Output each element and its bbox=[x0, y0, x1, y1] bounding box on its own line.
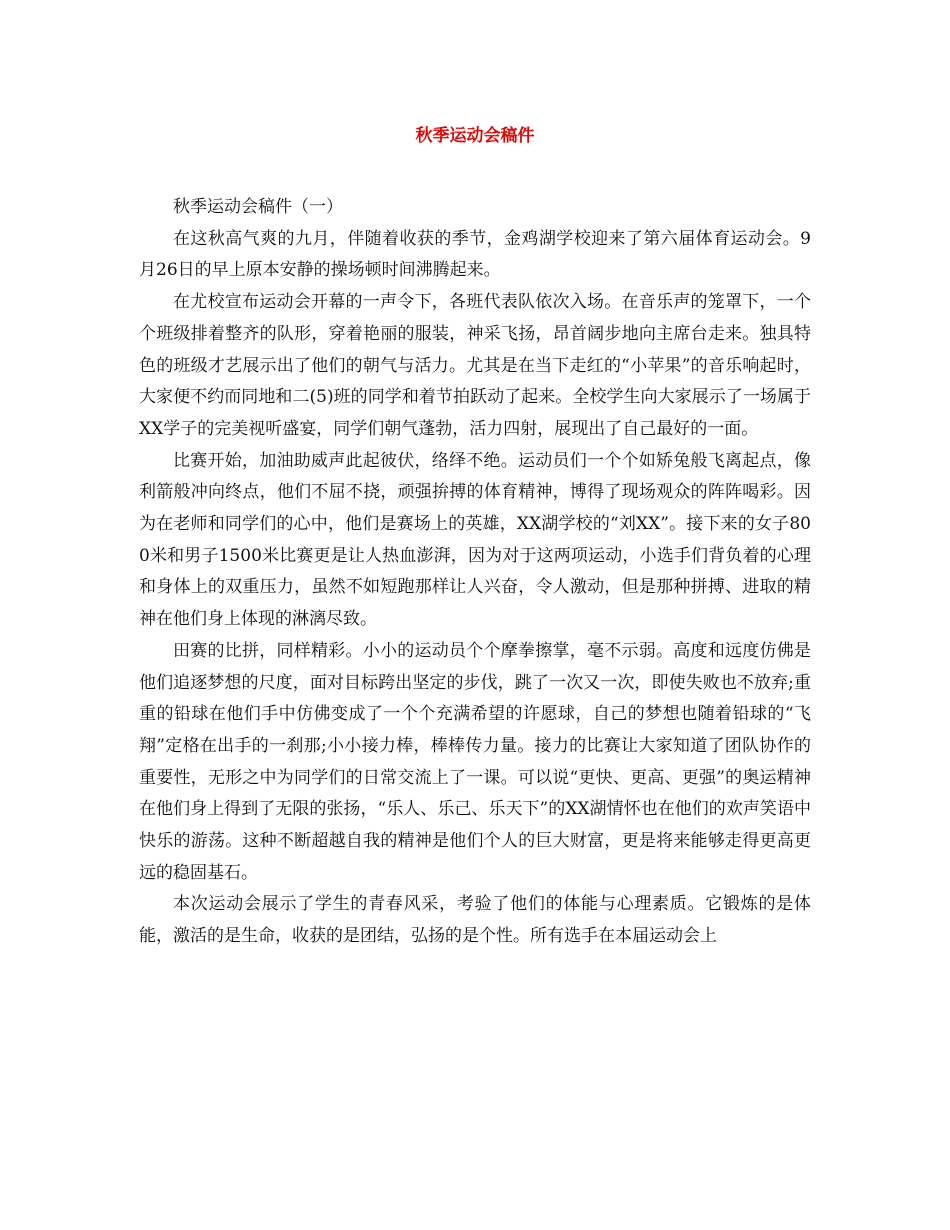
document-title: 秋季运动会稿件 bbox=[415, 126, 535, 146]
paragraph-2: 在尤校宣布运动会开幕的一声令下，各班代表队依次入场。在音乐声的笼罩下，一个个班级排着整齐的队形，穿着艳丽的服装，神采飞扬，昂首阔步地向主席台走来。独具特色的班级才艺展示出了他们的朝气与活力。尤其是在当下走红的“小苹果”的音乐响起时，大家便不约而同地和二(5)班的同学和着节拍跃动了起来。全校学生向大家展示了一场属于XX学子的完美视听盛宴，同学们朝气蓬勃，活力四射，展现出了自己最好的一面。 bbox=[139, 292, 811, 439]
paragraph-3: 比赛开始，加油助威声此起彼伏，络绎不绝。运动员们一个个如矫兔般飞离起点，像利箭般冲向终点，他们不屈不挠，顽强拚搏的体育精神，博得了现场观众的阵阵喝彩。因为在老师和同学们的心中，他们是赛场上的英雄，XX湖学校的“刘XX”。接下来的女子800米和男子1500米比赛更是让人热血澎湃，因为对于这两项运动，小选手们背负着的心理和身体上的双重压力，虽然不如短跑那样让人兴奋，令人激动，但是那种拼搏、进取的精神在他们身上体现的淋漓尽致。 bbox=[139, 450, 811, 630]
document-body bbox=[139, 192, 811, 953]
paragraph-1: 在这秋高气爽的九月，伴随着收获的季节，金鸡湖学校迎来了第六届体育运动会。9月26日的早上原本安静的操场顿时间沸腾起来。 bbox=[139, 228, 811, 281]
section-heading: 秋季运动会稿件（一） bbox=[173, 197, 343, 217]
paragraph-5: 本次运动会展示了学生的青春风采，考验了他们的体能与心理素质。它锻炼的是体能，激活的是生命，收获的是团结，弘扬的是个性。所有选手在本届运动会上 bbox=[139, 894, 811, 947]
paragraph-4: 田赛的比拼，同样精彩。小小的运动员个个摩拳擦掌，毫不示弱。高度和远度仿佛是他们追逐梦想的尺度，面对目标跨出坚定的步伐，跳了一次又一次，即使失败也不放弃;重重的铅球在他们手中仿佛变成了一个个充满希望的许愿球，自己的梦想也随着铅球的“飞翔”定格在出手的一刹那;小小接力棒，棒棒传力量。接力的比赛让大家知道了团队协作的重要性，无形之中为同学们的日常交流上了一课。可以说“更快、更高、更强”的奥运精神在他们身上得到了无限的张扬，“乐人、乐己、乐天下”的XX湖情怀也在他们的欢声笑语中快乐的游荡。这种不断超越自我的精神是他们个人的巨大财富，更是将来能够走得更高更远的稳固基石。 bbox=[139, 640, 811, 883]
